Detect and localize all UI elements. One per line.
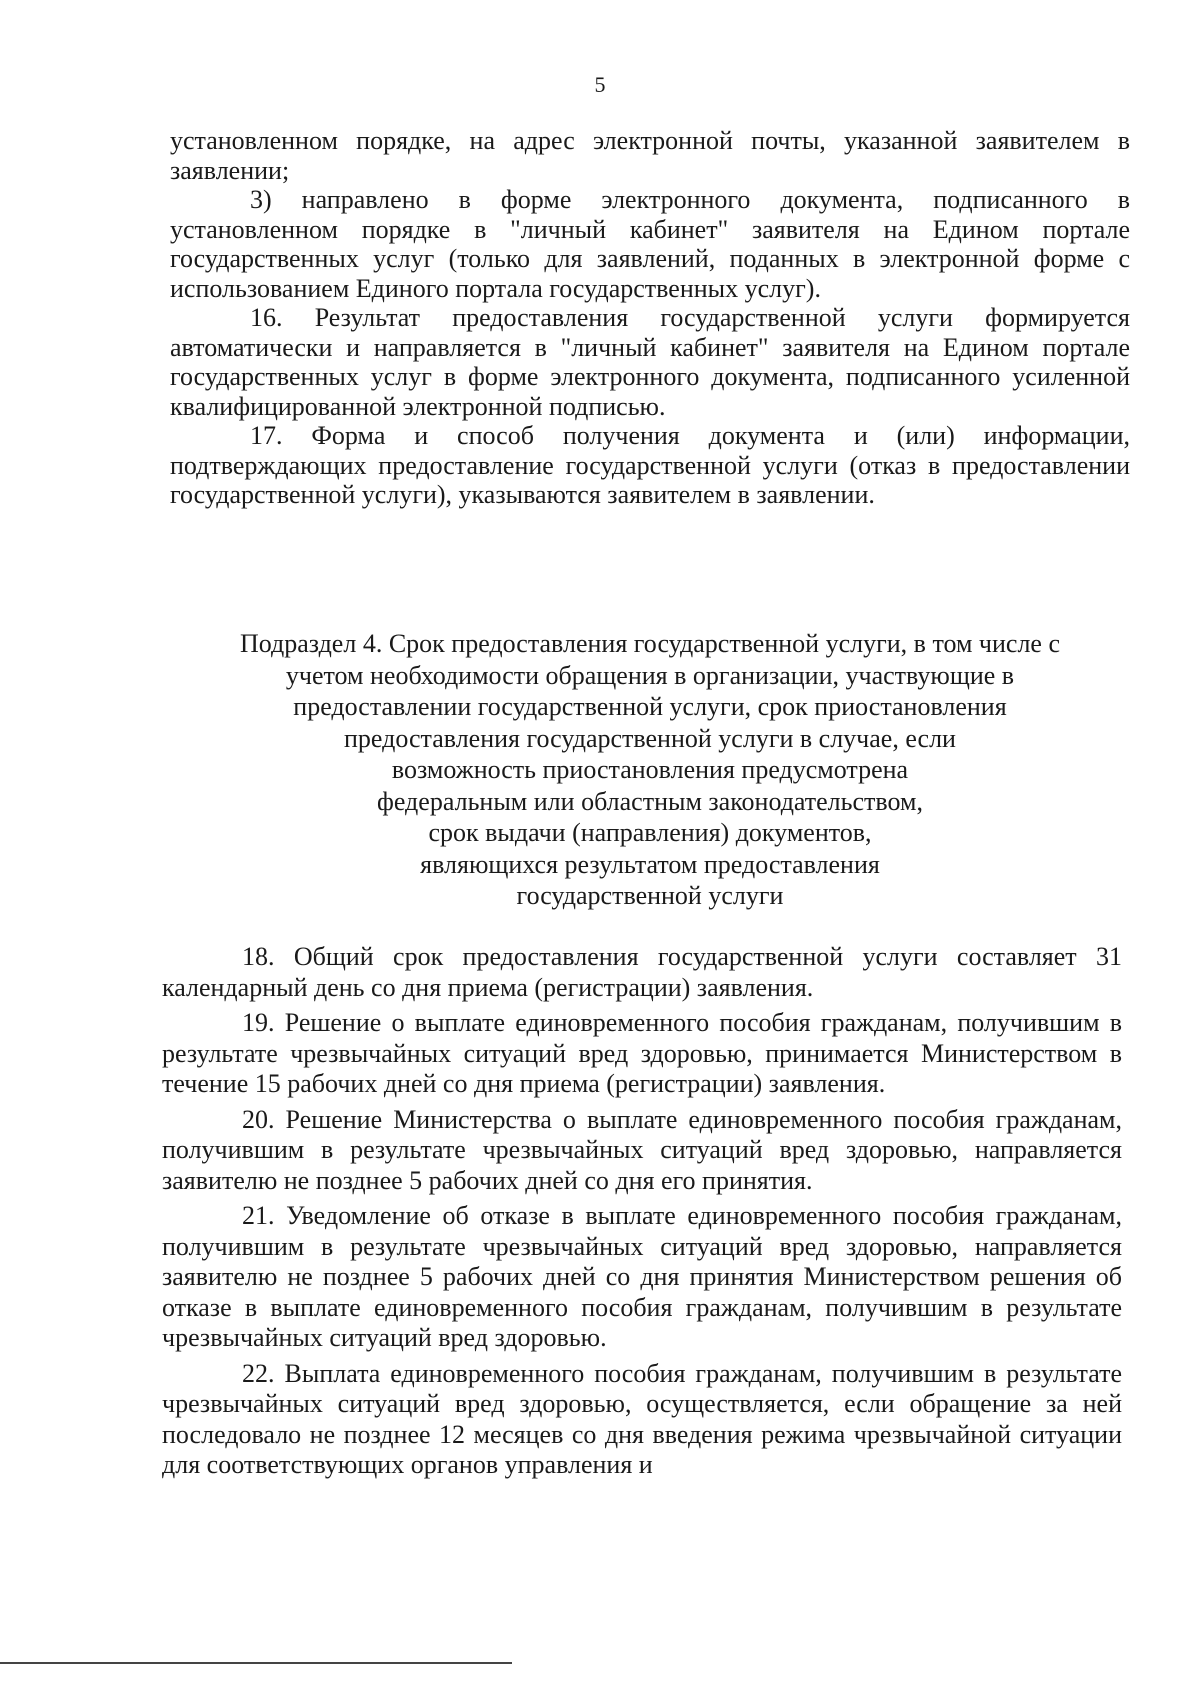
heading-line: срок выдачи (направления) документов, xyxy=(428,818,872,847)
paragraph-19: 19. Решение о выплате единовременного пособия гражданам, получившим в результате чрезвычайных ситуаций вред здоровью, принимается Министерством в течение 15 рабочих дней со дня приема (регистрации) заявления. xyxy=(162,1008,1122,1098)
paragraph-18: 18. Общий срок предоставления государственной услуги составляет 31 календарный день со дня приема (регистрации) заявления. xyxy=(162,942,1122,1002)
paragraph-item-3: 3) направлено в форме электронного документа, подписанного в установленном порядке в "личный кабинет" заявителя на Едином портале государственных услуг (только для заявлений, поданных в электронной форме с использованием Единого портала государственных услуг). xyxy=(170,185,1130,303)
paragraph-17: 17. Форма и способ получения документа и (или) информации, подтверждающих предоставление государственной услуги (отказ в предоставлении государственной услуги), указываются заявителем в заявлении. xyxy=(170,421,1130,509)
paragraph-22: 22. Выплата единовременного пособия гражданам, получившим в результате чрезвычайных ситуаций вред здоровью, осуществляется, если обращение за ней последовало не позднее 12 месяцев со дня введения режима чрезвычайной ситуации для соответствующих органов управления и xyxy=(162,1358,1122,1479)
footer-rule xyxy=(0,1662,512,1664)
bottom-text-block xyxy=(162,942,1122,1486)
paragraph-continuation: установленном порядке, на адрес электронной почты, указанной заявителем в заявлении; xyxy=(170,126,1130,185)
paragraph-20: 20. Решение Министерства о выплате единовременного пособия гражданам, получившим в результате чрезвычайных ситуаций вред здоровью, направляется заявителю не позднее 5 рабочих дней со дня его принятия. xyxy=(162,1104,1122,1195)
top-text-block xyxy=(170,126,1130,510)
heading-line: федеральным или областным законодательством, xyxy=(377,786,923,816)
paragraph-16: 16. Результат предоставления государственной услуги формируется автоматически и направляется в "личный кабинет" заявителя на Едином портале государственных услуг в форме электронного документа, подписанного усиленной квалифицированной электронной подписью. xyxy=(170,303,1130,421)
heading-line: предоставлении государственной услуги, срок приостановления xyxy=(293,692,1007,721)
heading-line: предоставления государственной услуги в случае, если xyxy=(344,723,956,753)
heading-line: Подраздел 4. Срок предоставления государственной услуги, в том числе с xyxy=(239,629,1061,658)
heading-line: являющихся результатом предоставления xyxy=(420,849,880,879)
heading-line: учетом необходимости обращения в организации, участвующие в xyxy=(285,660,1015,690)
paragraph-21: 21. Уведомление об отказе в выплате единовременного пособия гражданам, получившим в результате чрезвычайных ситуаций вред здоровью, направляется заявителю не позднее 5 рабочих дней со дня принятия Министерством решения об отказе в выплате единовременного пособия гражданам, получившим в результате чрезвычайных ситуаций вред здоровью. xyxy=(162,1201,1122,1352)
heading-line: государственной услуги xyxy=(516,881,784,910)
heading-line: возможность приостановления предусмотрена xyxy=(391,755,909,784)
page-number: 5 xyxy=(594,72,606,97)
subsection-heading xyxy=(170,628,1130,912)
